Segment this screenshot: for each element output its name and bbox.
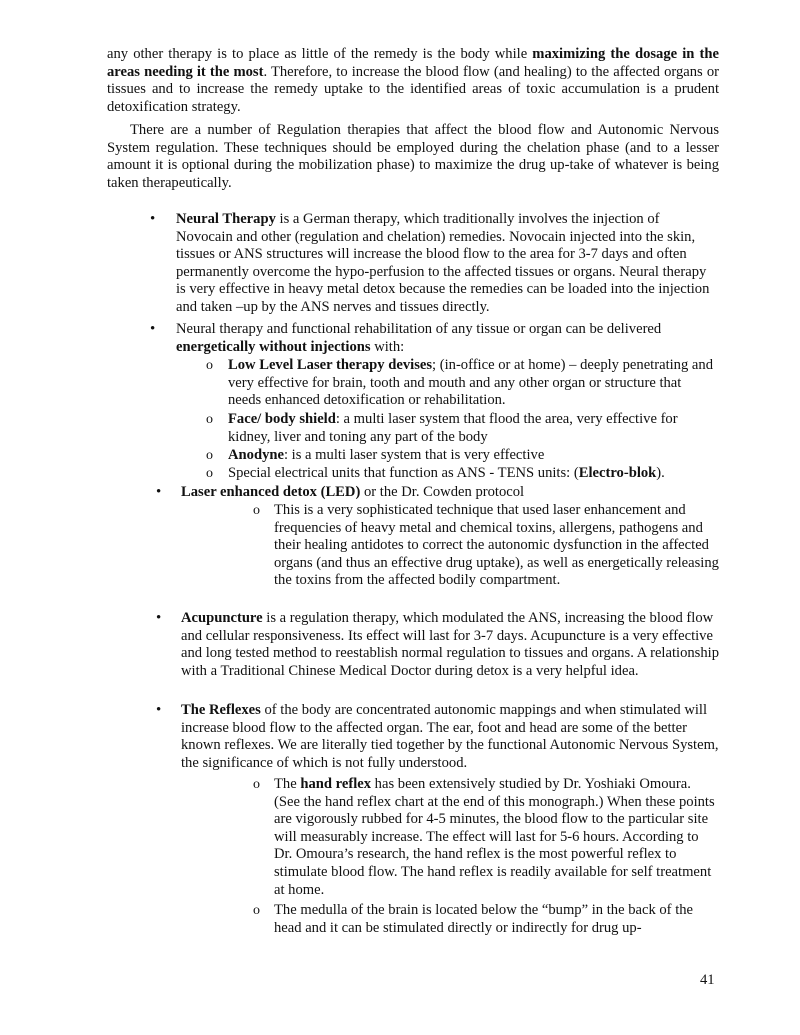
text-run: ).: [656, 465, 665, 481]
bold-text: maximizing the dosage in the areas needing it the most: [107, 46, 719, 80]
text-run: or the Dr. Cowden protocol: [360, 484, 525, 500]
sub-item-low-level-laser: [228, 357, 718, 410]
sub-bullet-marker: o: [253, 903, 260, 918]
bold-text: Low Level Laser therapy devises: [228, 357, 433, 373]
bullet-marker: •: [156, 702, 162, 718]
bullet-marker: •: [156, 610, 162, 626]
bullet-laser-enhanced-detox: [181, 484, 721, 502]
bold-text: Laser enhanced detox (LED): [181, 484, 361, 500]
sub-item-face-body-shield: [228, 411, 718, 446]
text-run: This is a very sophisticated technique that used laser enhancement and frequencies of heavy metal and chemical toxins, allergens, pathogens and their healing antidotes to correct the autonomic dysfunction in the affected organs (and thus an effective drug uptake), as well as energetically releasing the toxins from the affected bodily compartment.: [274, 502, 719, 589]
sub-bullet-marker: o: [206, 358, 213, 373]
text-run: The medulla of the brain is located below the “bump” in the back of the head and it can be stimulated directly or indirectly for drug up-: [274, 902, 694, 936]
bullet-acupuncture: [181, 610, 721, 680]
bold-text: The Reflexes: [181, 702, 261, 718]
sub-item-electrical-units: [228, 465, 728, 483]
intro-paragraph-2: [107, 122, 719, 192]
bold-text: hand reflex: [300, 776, 372, 792]
bullet-marker: •: [150, 321, 156, 337]
sub-item-anodyne: [228, 447, 718, 465]
text-run: : a multi laser system that flood the area, very effective for kidney, liver and toning any part of the body: [228, 411, 678, 445]
text-run: is a German therapy, which traditionally involves the injection of Novocain and other (regulation and chelation) remedies. Novocain injected into the skin, tissues or ANS structures will increase the blood flow to the area for 3-7 days and often permanently overcome the hypo-perfusion to the affected tissues or organs. Neural therapy is very effective in heavy metal detox because the remedies can be loaded into the injection and taken –up by the ANS nerves and tissues directly.: [176, 211, 710, 315]
sub-bullet-marker: o: [253, 503, 260, 518]
bullet-reflexes: [181, 702, 721, 772]
text-run: is a regulation therapy, which modulated the ANS, increasing the blood flow and cellular responsiveness. Its effect will last for 3-7 days. Acupuncture is a very effective and long tested method to reestablish normal regulation to tissues and organs. A relationship with a Traditional Chinese Medical Doctor during detox is a very helpful idea.: [181, 610, 719, 679]
text-run: Special electrical units that function as ANS - TENS units: (: [228, 465, 579, 481]
bullet-rehabilitation: [176, 321, 714, 356]
text-run: of the body are concentrated autonomic mappings and when stimulated will increase blood flow to the affected organ. The ear, foot and head are some of the better known reflexes. We are literally tied together by the functional Autonomic Nervous System, the significance of which is not fully understood.: [181, 702, 719, 771]
intro-paragraph-1: [107, 46, 719, 116]
bullet-marker: •: [156, 484, 162, 500]
sub-bullet-marker: o: [253, 777, 260, 792]
text-run: . Therefore, to increase the blood flow (and healing) to the affected organs or tissues and to increase the remedy uptake to the identified areas of toxic accumulation is a prudent detoxification strategy.: [107, 63, 719, 115]
sub-bullet-marker: o: [206, 412, 213, 427]
bold-text: energetically without injections: [176, 338, 371, 355]
bullet-marker: •: [150, 211, 156, 227]
text-run: Neural therapy and functional rehabilitation of any tissue or organ can be delivered: [176, 321, 662, 337]
bold-text: Anodyne: [228, 447, 284, 463]
bold-text: Face/ body shield: [228, 411, 336, 427]
text-run: ; (in-office or at home) – deeply penetrating and very effective for brain, tooth and mouth and any other organ or structure that needs enhanced detoxification or rehabilitation.: [228, 357, 713, 409]
bullet-neural-therapy: [176, 211, 714, 317]
text-run: There are a number of Regulation therapies that affect the blood flow and Autonomic Nervous System regulation. These techniques should be employed during the chelation phase (and to a lesser amount it is optional during the mobilization phase) to maximize the drug up-take of whatever is being taken therapeutically.: [107, 122, 719, 191]
sub-bullet-marker: o: [206, 466, 213, 481]
bold-text: Neural Therapy: [176, 211, 276, 227]
bold-text: Acupuncture: [181, 610, 263, 626]
text-run: The: [274, 776, 301, 792]
sub-item-medulla: [274, 902, 720, 937]
text-run: : is a multi laser system that is very effective: [283, 447, 545, 463]
sub-item-led-technique: [274, 502, 720, 590]
text-run: any other therapy is to place as little of the remedy is the body while: [107, 46, 533, 62]
sub-item-hand-reflex: [274, 776, 720, 899]
page-number: 41: [700, 972, 715, 988]
text-run: with:: [370, 338, 405, 355]
sub-bullet-marker: o: [206, 448, 213, 463]
text-run: has been extensively studied by Dr. Yoshiaki Omoura. (See the hand reflex chart at the end of this monograph.) When these points are vigorously rubbed for 4-5 minutes, the blood flow to the particular site will measurably increase. The effect will last for 5-6 hours. According to Dr. Omoura’s research, the hand reflex is the most powerful reflex to stimulate blood flow. The hand reflex is readily available for self treatment at home.: [274, 776, 715, 898]
bold-text: Electro-blok: [578, 465, 657, 481]
